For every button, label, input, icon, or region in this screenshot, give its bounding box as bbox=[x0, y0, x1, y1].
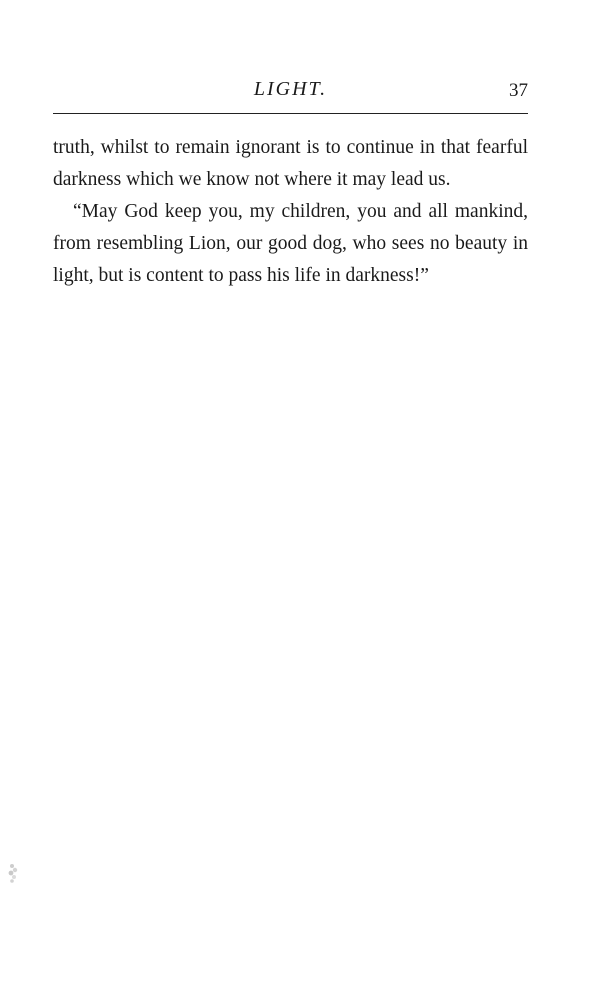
paragraph-quote: “May God keep you, my children, you and all mankind, from resembling Lion, our good dog, who sees no beauty in light, but is content to pass his life in darkness!” bbox=[53, 201, 528, 286]
page-number: 37 bbox=[509, 80, 528, 101]
running-title: LIGHT. bbox=[253, 78, 328, 100]
header-rule bbox=[53, 113, 528, 114]
body-text bbox=[53, 132, 528, 292]
paragraph-continuation: truth, whilst to remain ignorant is to continue in that fearful darkness which we know not where it may lead us. bbox=[53, 137, 528, 190]
running-head bbox=[53, 76, 528, 116]
paper-stain bbox=[6, 862, 20, 886]
